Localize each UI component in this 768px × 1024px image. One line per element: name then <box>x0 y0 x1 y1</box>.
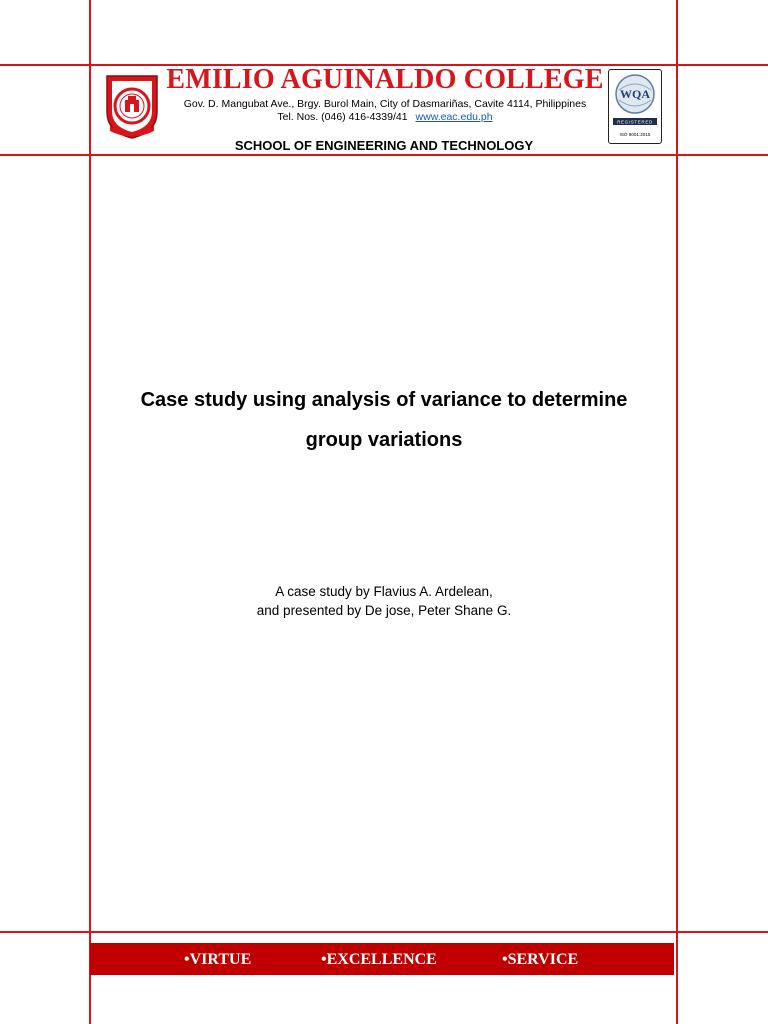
document-title <box>92 380 676 460</box>
value-service: •SERVICE <box>502 951 579 968</box>
contact-line <box>160 111 610 123</box>
college-seal <box>104 74 160 140</box>
telephone-numbers: Tel. Nos. (046) 416-4339/41 <box>277 111 408 123</box>
school-name: SCHOOL OF ENGINEERING AND TECHNOLOGY <box>234 138 534 153</box>
value-virtue: •VIRTUE <box>184 951 252 968</box>
website-link[interactable]: www.eac.edu.ph <box>415 111 493 123</box>
byline <box>92 582 676 620</box>
bottom-header-line <box>0 154 768 156</box>
byline-presenter: and presented by De jose, Peter Shane G. <box>256 603 512 618</box>
value-excellence: •EXCELLENCE <box>321 951 437 968</box>
footer-top-line <box>0 931 768 933</box>
cert-logo-text: WQA <box>620 87 650 101</box>
title-line-2: group variations <box>305 429 463 451</box>
title-line-1: Case study using analysis of variance to determine <box>140 389 628 411</box>
cert-standard-text: ISO 9001:2015 <box>619 132 651 137</box>
byline-author: A case study by Flavius A. Ardelean, <box>275 584 493 599</box>
iso-certification-badge <box>608 69 662 144</box>
college-name: EMILIO AGUINALDO COLLEGE <box>166 64 604 95</box>
college-address: Gov. D. Mangubat Ave., Brgy. Burol Main, City of Dasmariñas, Cavite 4114, Philippines <box>183 98 587 110</box>
cert-registered-text: REGISTERED <box>617 119 653 125</box>
